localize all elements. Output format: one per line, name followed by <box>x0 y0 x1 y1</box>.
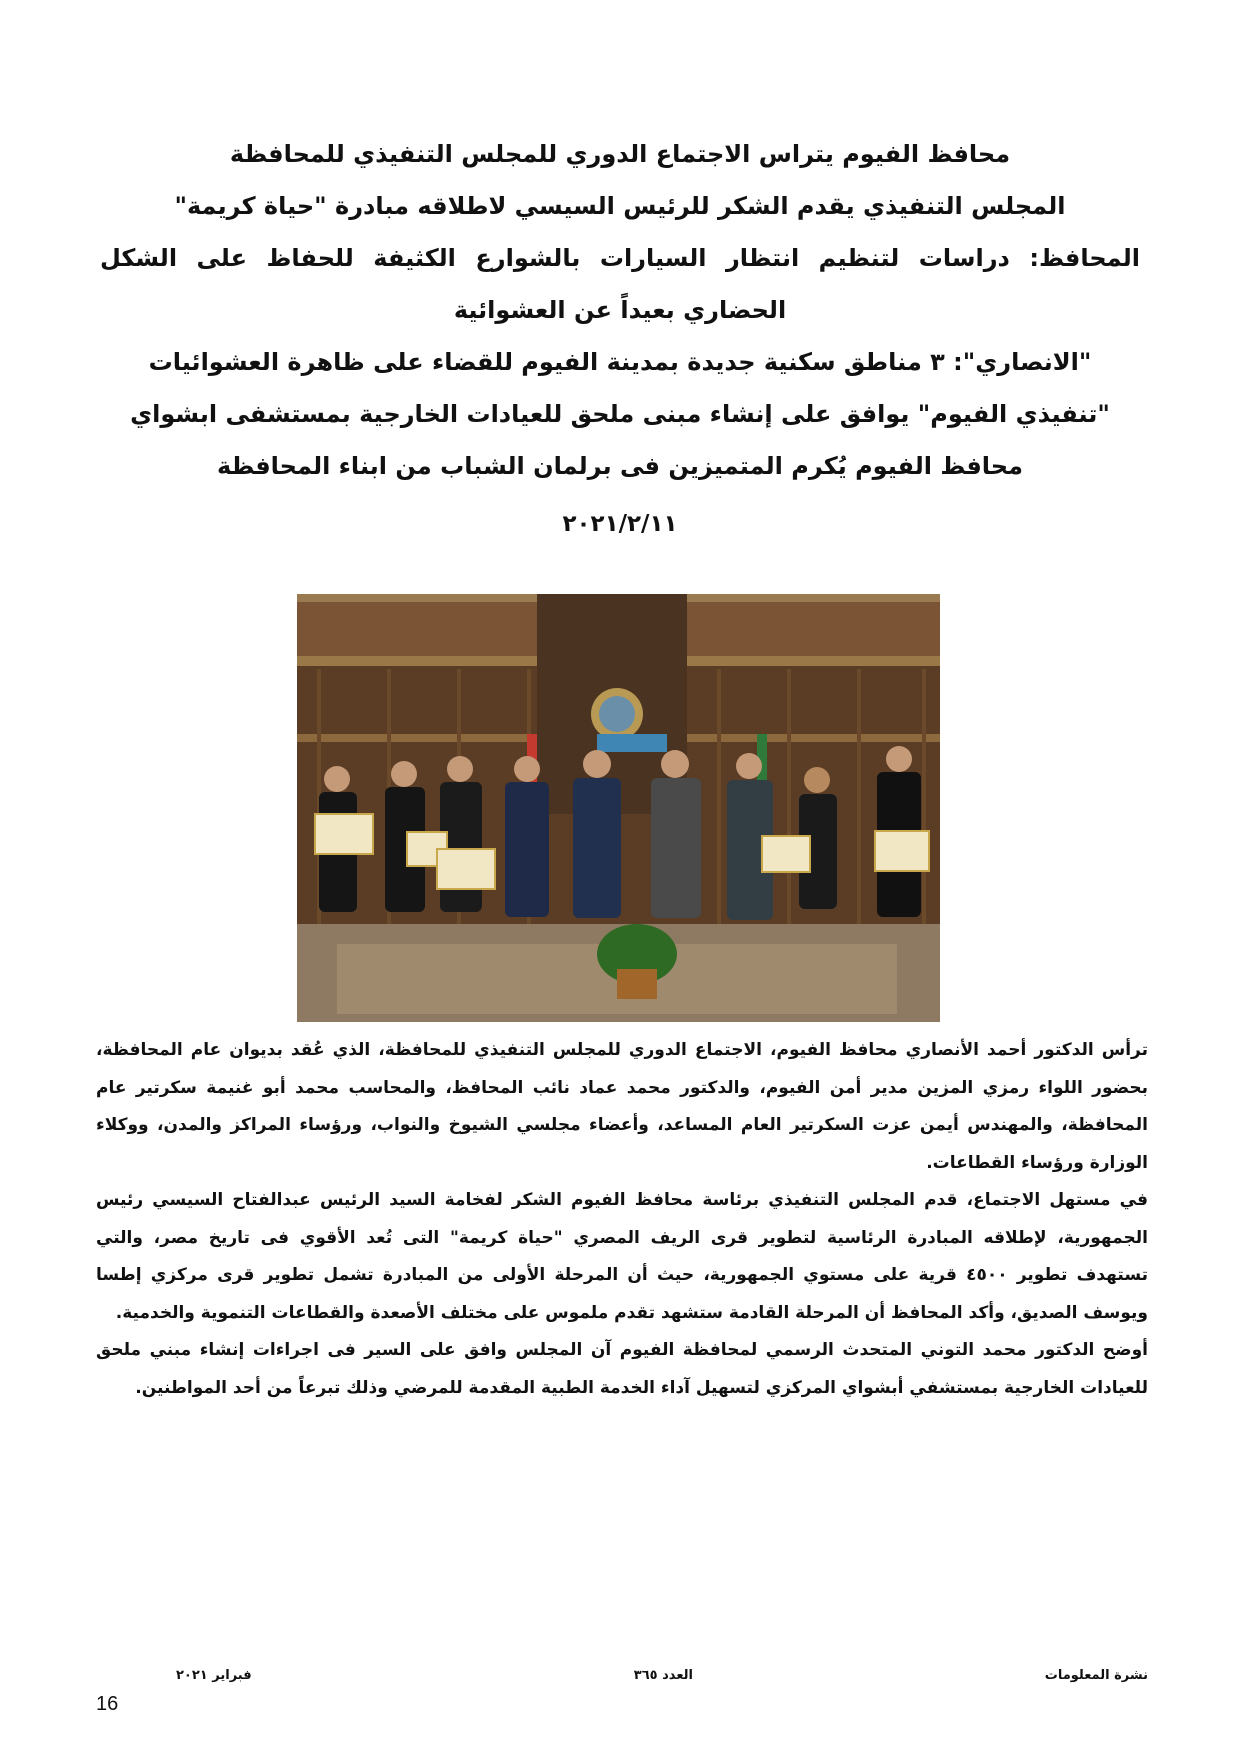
headlines <box>100 128 1140 550</box>
article-date: ٢٠٢١/٢/١١ <box>562 511 678 537</box>
group-photo <box>297 594 940 1022</box>
headline-6: محافظ الفيوم يُكرم المتميزين فى برلمان الشباب من ابناء المحافظة <box>217 452 1023 480</box>
page-number: 16 <box>96 1693 119 1715</box>
headline-3 <box>100 232 1140 336</box>
headline-3-lead: المحافظ: <box>1029 244 1141 272</box>
paragraph-2: في مستهل الاجتماع، قدم المجلس التنفيذي برئاسة محافظ الفيوم الشكر لفخامة السيد الرئيس عبدالفتاح السيسي رئيس الجمهورية، لإطلاقه المبادرة الرئاسية لتطوير قرى الريف المصري "حياة كريمة" التى تُعد الأقوي فى تاريخ مصر، والتي تستهدف تطوير ٤٥٠٠ قرية على مستوي الجمهورية، حيث أن المرحلة الأولى من المبادرة تشمل تطوير قرى مركزي إطسا ويوسف الصديق، وأكد المحافظ أن المرحلة القادمة ستشهد تقدم ملموس على مختلف الأصعدة والقطاعات التنموية والخدمية. <box>96 1190 1149 1323</box>
headline-5: "تنفيذي الفيوم" يوافق على إنشاء مبنى ملحق للعيادات الخارجية بمستشفى ابشواي <box>130 400 1110 428</box>
headline-3-text: دراسات لتنظيم انتظار السيارات بالشوارع الكثيفة للحفاظ على الشكل الحضاري بعيداً عن العشوائية <box>100 244 1010 324</box>
paragraph-3: أوضح الدكتور محمد التوني المتحدث الرسمي لمحافظة الفيوم آن المجلس وافق على السير فى اجراءات إنشاء مبني ملحق للعيادات الخارجية بمستشفي أبشواي المركزي لتسهيل آداء الخدمة الطبية المقدمة للمرضي وذلك تبرعاً من أحد المواطنين. <box>96 1340 1148 1398</box>
footer-issue: العدد ٣٦٥ <box>633 1668 693 1683</box>
headline-4: "الانصاري": ٣ مناطق سكنية جديدة بمدينة الفيوم للقضاء على ظاهرة العشوائيات <box>148 348 1092 376</box>
headline-1: محافظ الفيوم يتراس الاجتماع الدوري للمجلس التنفيذي للمحافظة <box>229 140 1011 168</box>
paragraph-1: ترأس الدكتور أحمد الأنصاري محافظ الفيوم، الاجتماع الدوري للمجلس التنفيذي للمحافظة، الذي عُقد بديوان عام المحافظة، بحضور اللواء رمزي المزين مدير أمن الفيوم، والدكتور محمد عماد نائب المحافظ، والمحاسب محمد أبو غنيمة سكرتير عام المحافظة، والمهندس أيمن عزت السكرتير العام المساعد، وأعضاء مجلسي الشيوخ والنواب، ورؤساء المراكز والمدن، ووكلاء الوزارة ورؤساء القطاعات. <box>96 1040 1148 1173</box>
footer-publication: نشرة المعلومات <box>1044 1668 1148 1683</box>
group-photo-image <box>297 594 940 1022</box>
page-footer <box>96 1668 1148 1698</box>
headline-2: المجلس التنفيذي يقدم الشكر للرئيس السيسي لاطلاقه مبادرة "حياة كريمة" <box>174 192 1066 220</box>
footer-month: فبراير ٢٠٢١ <box>176 1668 252 1683</box>
article-body <box>96 1032 1148 1407</box>
